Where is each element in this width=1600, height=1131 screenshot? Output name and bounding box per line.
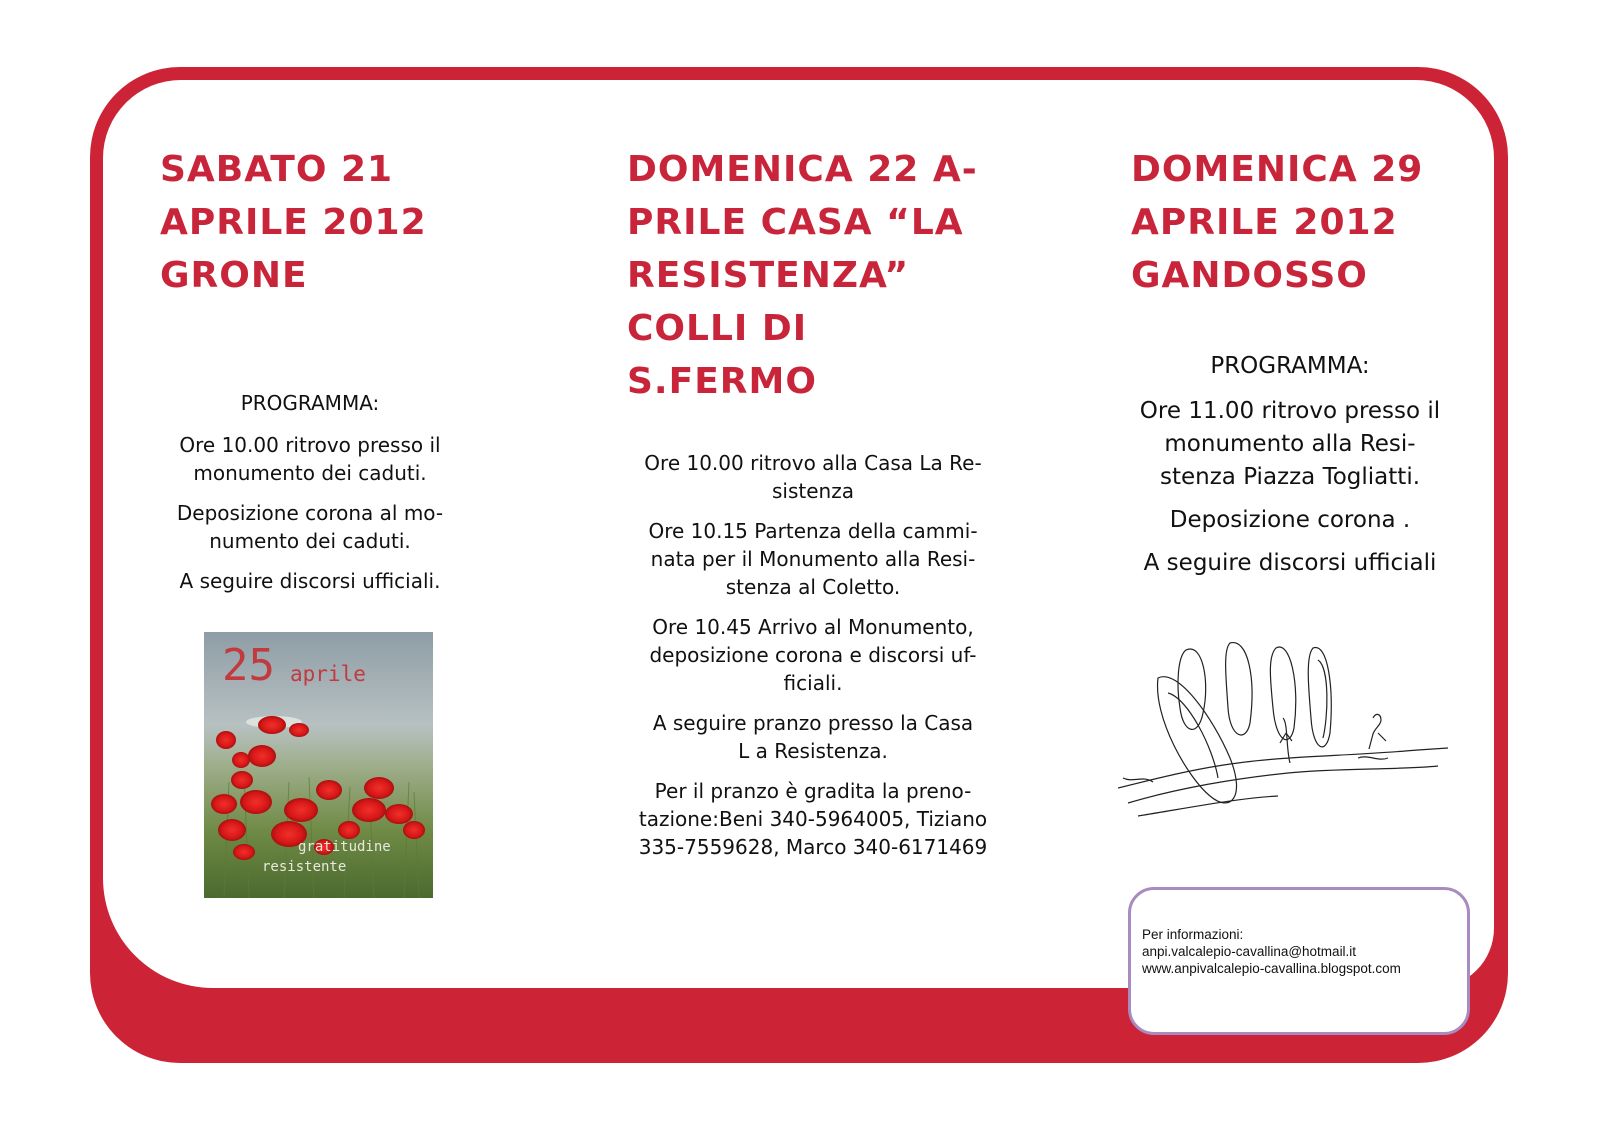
text-line: tazione:Beni 340-5964005, Tiziano: [638, 807, 988, 831]
text-line: A seguire discorsi ufficiali.: [179, 569, 441, 593]
paragraph: [603, 709, 1023, 765]
paragraph: [150, 499, 470, 555]
text-line: sistenza: [772, 479, 854, 503]
heading-gandosso: [1131, 143, 1423, 302]
monument-sketch: [1118, 638, 1448, 828]
paragraph: [150, 567, 470, 595]
heading-line: COLLI DI: [627, 308, 808, 349]
monument-drawing: [1118, 638, 1448, 828]
paragraph: [603, 517, 1023, 601]
text-line: Ore 10.00 ritrovo alla Casa La Re-: [644, 451, 982, 475]
heading-line: RESISTENZA”: [627, 255, 910, 296]
text-line: monumento dei caduti.: [193, 461, 427, 485]
paragraph: [1100, 395, 1480, 494]
heading-grone: [160, 143, 427, 302]
text-line: Ore 10.00 ritrovo presso il: [179, 433, 441, 457]
text-line: Ore 10.45 Arrivo al Monumento,: [652, 615, 974, 639]
heading-line: DOMENICA 29: [1131, 149, 1424, 190]
paragraph: [603, 777, 1023, 861]
poster-word: aprile: [290, 662, 366, 686]
info-label: Per informazioni:: [1142, 927, 1244, 942]
text-line: A seguire discorsi ufficiali: [1143, 550, 1437, 576]
text-line: 335-7559628, Marco 340-6171469: [638, 835, 988, 859]
text-line: deposizione corona e discorsi uf-: [649, 643, 977, 667]
heading-line: APRILE 2012: [1131, 202, 1398, 243]
text-line: monumento alla Resi-: [1164, 431, 1416, 457]
programma-label: PROGRAMMA:: [1210, 353, 1370, 379]
text-line: ficiali.: [783, 671, 843, 695]
paragraph: [1100, 504, 1480, 537]
info-email[interactable]: anpi.valcalepio-cavallina@hotmail.it: [1142, 944, 1357, 959]
programma-label: PROGRAMMA:: [240, 391, 380, 415]
programma-grone: [150, 389, 470, 607]
programma-colli-di-sfermo: [603, 449, 1023, 873]
paragraph: [603, 613, 1023, 697]
heading-line: GANDOSSO: [1131, 255, 1368, 296]
text-line: Ore 11.00 ritrovo presso il: [1139, 398, 1441, 424]
text-line: Ore 10.15 Partenza della cammi-: [648, 519, 978, 543]
poster-caption-1: gratitudine: [298, 839, 391, 855]
poster-number: 25: [222, 640, 275, 691]
text-line: Deposizione corona .: [1169, 507, 1411, 533]
programma-gandosso: [1100, 350, 1480, 590]
heading-line: SABATO 21: [160, 149, 394, 190]
text-line: numento dei caduti.: [209, 529, 411, 553]
heading-line: S.FERMO: [627, 361, 817, 402]
paragraph: [1100, 547, 1480, 580]
text-line: stenza Piazza Togliatti.: [1159, 464, 1421, 490]
info-box: [1128, 887, 1470, 1035]
text-line: Per il pranzo è gradita la preno-: [654, 779, 972, 803]
heading-line: PRILE CASA “LA: [627, 202, 964, 243]
heading-line: GRONE: [160, 255, 308, 296]
heading-colli-di-sfermo: [627, 143, 978, 408]
text-line: nata per il Monumento alla Resi-: [650, 547, 976, 571]
heading-line: APRILE 2012: [160, 202, 427, 243]
text-line: Deposizione corona al mo-: [176, 501, 444, 525]
heading-line: DOMENICA 22 A-: [627, 149, 978, 190]
poster-25-aprile: [204, 632, 433, 898]
info-website[interactable]: www.anpivalcalepio-cavallina.blogspot.com: [1142, 961, 1401, 976]
text-line: A seguire pranzo presso la Casa: [652, 711, 974, 735]
paragraph: [603, 449, 1023, 505]
text-line: L a Resistenza.: [738, 739, 888, 763]
poster-caption-2: resistente: [262, 859, 347, 875]
text-line: stenza al Coletto.: [725, 575, 901, 599]
poppy-field-image: [204, 632, 433, 898]
paragraph: [150, 431, 470, 487]
